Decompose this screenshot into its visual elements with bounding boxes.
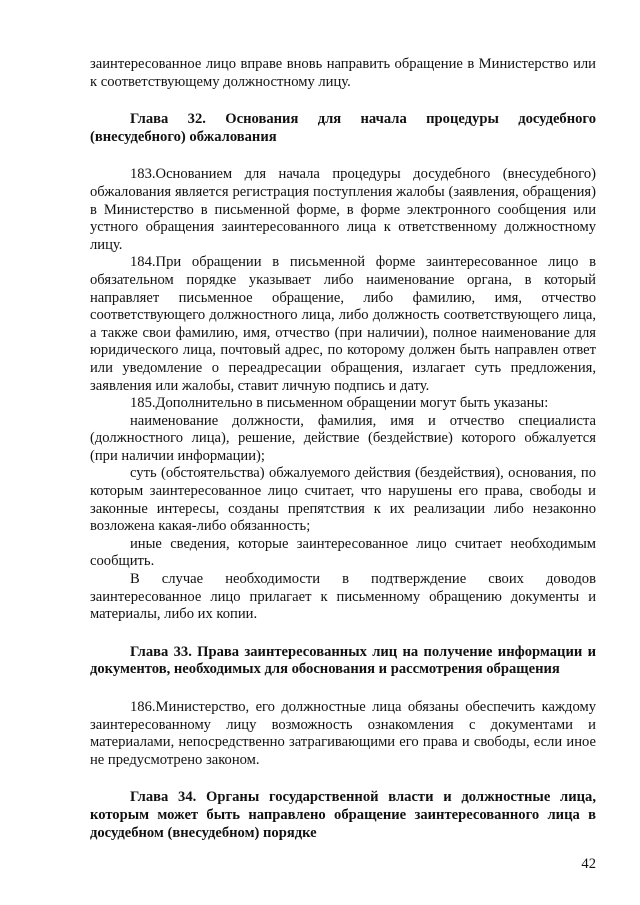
document-page	[90, 56, 596, 842]
list-item-position: наименование должности, фамилия, имя и отчество специалиста (должностного лица), решение, действие (бездействие) которого обжалуется (при наличии информации);	[90, 412, 596, 464]
list-item-essence: суть (обстоятельства) обжалуемого действия (бездействия), основания, по которым заинтересованное лицо считает, что нарушены его права, свободы и законные интересы, созданы препятствия к их реализации либо незаконно возложена какая-либо обязанность;	[90, 465, 596, 535]
chapter-34-heading: Глава 34. Органы государственной власти и должностные лица, которым может быть направлено обращение заинтересованного лица в досудебном (внесудебном) порядке	[90, 789, 596, 841]
list-item-attachments: В случае необходимости в подтверждение своих доводов заинтересованное лицо прилагает к письменному обращению документы и материалы, либо их копии.	[90, 571, 596, 623]
paragraph-185: 185.Дополнительно в письменном обращении могут быть указаны:	[130, 395, 549, 412]
chapter-32-heading: Глава 32. Основания для начала процедуры досудебного (внесудебного) обжалования	[90, 111, 596, 145]
paragraph-184: 184.При обращении в письменной форме заинтересованное лицо в обязательном порядке указывает либо наименование органа, в который направляет письменное обращение, либо фамилию, имя, отчество соответствующего должностного лица, либо должность соответствующего лица, а также свои фамилию, имя, отчество (при наличии), полное наименование для юридического лица, почтовый адрес, по которому должен быть направлен ответ или уведомление о переадресации обращения, излагает суть предложения, заявления или жалобы, ставит личную подпись и дату.	[90, 254, 596, 394]
page-number: 42	[581, 856, 596, 872]
paragraph-186: 186.Министерство, его должностные лица обязаны обеспечить каждому заинтересованному лицу возможность ознакомления с документами и материалами, непосредственно затрагивающими его права и свободы, если иное не предусмотрено законом.	[90, 699, 596, 768]
intro-paragraph: заинтересованное лицо вправе вновь направить обращение в Министерство или к соответствующему должностному лицу.	[90, 56, 596, 90]
list-item-other: иные сведения, которые заинтересованное лицо считает необходимым сообщить.	[90, 535, 596, 570]
chapter-33-heading: Глава 33. Права заинтересованных лиц на получение информации и документов, необходимых для обоснования и рассмотрения обращения	[90, 643, 596, 678]
paragraph-183: 183.Основанием для начала процедуры досудебного (внесудебного) обжалования является регистрация поступления жалобы (заявления, обращения) в Министерство в письменной форме, в форме электронного сообщения или устного обращения заинтересованного лица к ответственному должностному лицу.	[90, 166, 596, 253]
